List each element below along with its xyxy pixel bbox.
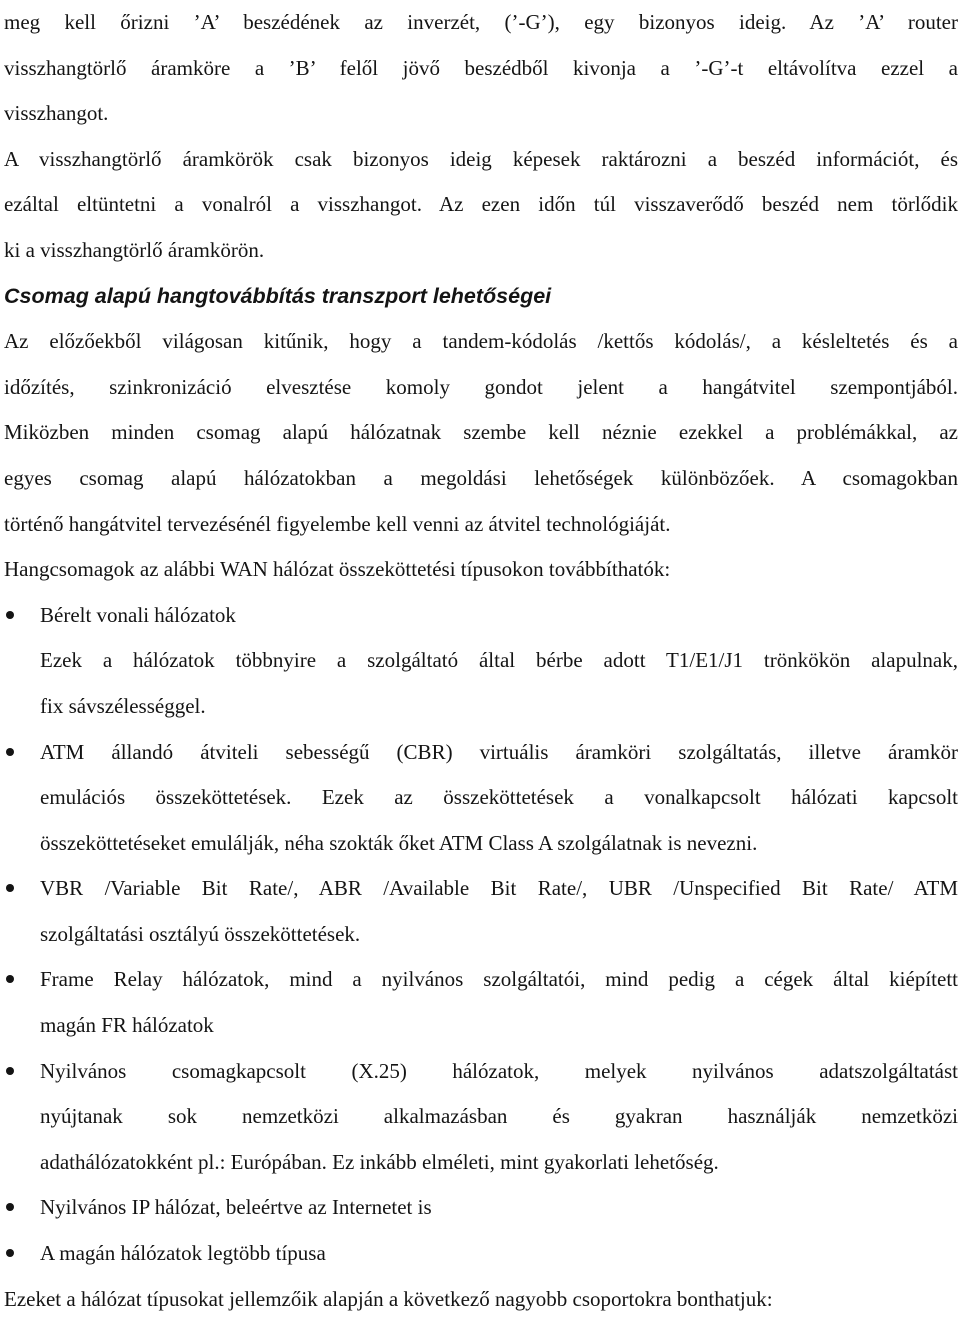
section-heading: Csomag alapú hangtovábbítás transzport lehetőségei [4,283,552,308]
bullet-icon [6,748,14,756]
text-line: Miközben minden csomag alapú hálózatnak szembe kell néznie ezekkel a problémákkal, az [4,420,958,445]
list-item-title: Bérelt vonali hálózatok [40,602,236,627]
bullet-icon [6,1249,14,1257]
text-line: A visszhangtörlő áramkörök csak bizonyos ideig képesek raktározni a beszéd információt, és [4,146,958,171]
text-line: összeköttetéseket emulálják, néha szokták őket ATM Class A szolgálatnak is nevezni. [40,830,758,855]
text-line: A magán hálózatok legtöbb típusa [40,1241,326,1266]
bullet-icon [6,975,14,983]
list-item-frame-relay [4,957,958,1048]
list-item-public-ip [4,1185,958,1231]
text-line: fix sávszélességgel. [40,693,206,718]
list-intro: Hangcsomagok az alábbi WAN hálózat összeköttetési típusokon továbbíthatók: [4,557,671,582]
text-line: meg kell őrizni ’A’ beszédének az inverzét, (’-G’), egy bizonyos ideig. Az ’A’ router [4,10,958,34]
text-line: visszhangot. [4,101,109,126]
text-line: nyújtanak sok nemzetközi alkalmazásban és gyakran használják nemzetközi [40,1104,958,1129]
paragraph-echo-continuation [4,0,958,137]
closing-line: Ezeket a hálózat típusokat jellemzőik alapján a következő nagyobb csoportokra bonthatjuk: [4,1286,773,1311]
bullet-icon [6,1203,14,1211]
text-line: ki a visszhangtörlő áramkörön. [4,237,265,262]
paragraph-transport-problems [4,319,958,547]
text-line: visszhangtörlő áramköre a ’B’ felől jövő beszédből kivonja a ’-G’-t eltávolítva ezzel a [4,55,958,80]
text-line: Frame Relay hálózatok, mind a nyilvános szolgáltatói, mind pedig a cégek által kiépített [40,967,958,992]
text-line: ezáltal eltüntetni a vonalról a visszhangot. Az ezen időn túl visszaverődő beszéd nem törlődik [4,192,958,217]
text-line: egyes csomag alapú hálózatokban a megoldási lehetőségek különbözőek. A csomagokban [4,465,958,490]
document-page [4,0,958,1322]
list-item-private-networks [4,1231,958,1277]
list-item-x25 [4,1049,958,1186]
text-line: Nyilvános IP hálózat, beleértve az Internetet is [40,1195,432,1220]
wan-types-list [4,593,958,1277]
list-item-atm-cbr [4,730,958,867]
text-line: Ezek a hálózatok többnyire a szolgáltató által bérbe adott T1/E1/J1 trönkökön alapulnak, [40,648,958,673]
text-line: emulációs összeköttetések. Ezek az összeköttetések a vonalkapcsolt hálózati kapcsolt [40,785,958,810]
text-line: VBR /Variable Bit Rate/, ABR /Available Bit Rate/, UBR /Unspecified Bit Rate/ ATM [40,876,958,901]
bullet-icon [6,1067,14,1075]
paragraph-echo-canceller [4,137,958,274]
bullet-icon [6,611,14,619]
text-line: adathálózatokként pl.: Európában. Ez inkább elméleti, mint gyakorlati lehetőség. [40,1149,719,1174]
text-line: ATM állandó átviteli sebességű (CBR) virtuális áramköri szolgáltatás, illetve áramkör [40,739,958,764]
text-line: szolgáltatási osztályú összeköttetések. [40,921,361,946]
list-item-leased-line [4,593,958,730]
text-line: magán FR hálózatok [40,1013,214,1038]
text-line: időzítés, szinkronizáció elvesztése komoly gondot jelent a hangátvitel szempontjából. [4,374,958,399]
text-line: Az előzőekből világosan kitűnik, hogy a tandem-kódolás /kettős kódolás/, a késleltetés és a [4,329,958,354]
text-line: Nyilvános csomagkapcsolt (X.25) hálózatok, melyek nyilvános adatszolgáltatást [40,1058,958,1083]
text-line: történő hangátvitel tervezésénél figyelembe kell venni az átvitel technológiáját. [4,511,671,536]
bullet-icon [6,884,14,892]
list-item-vbr-abr-ubr [4,866,958,957]
